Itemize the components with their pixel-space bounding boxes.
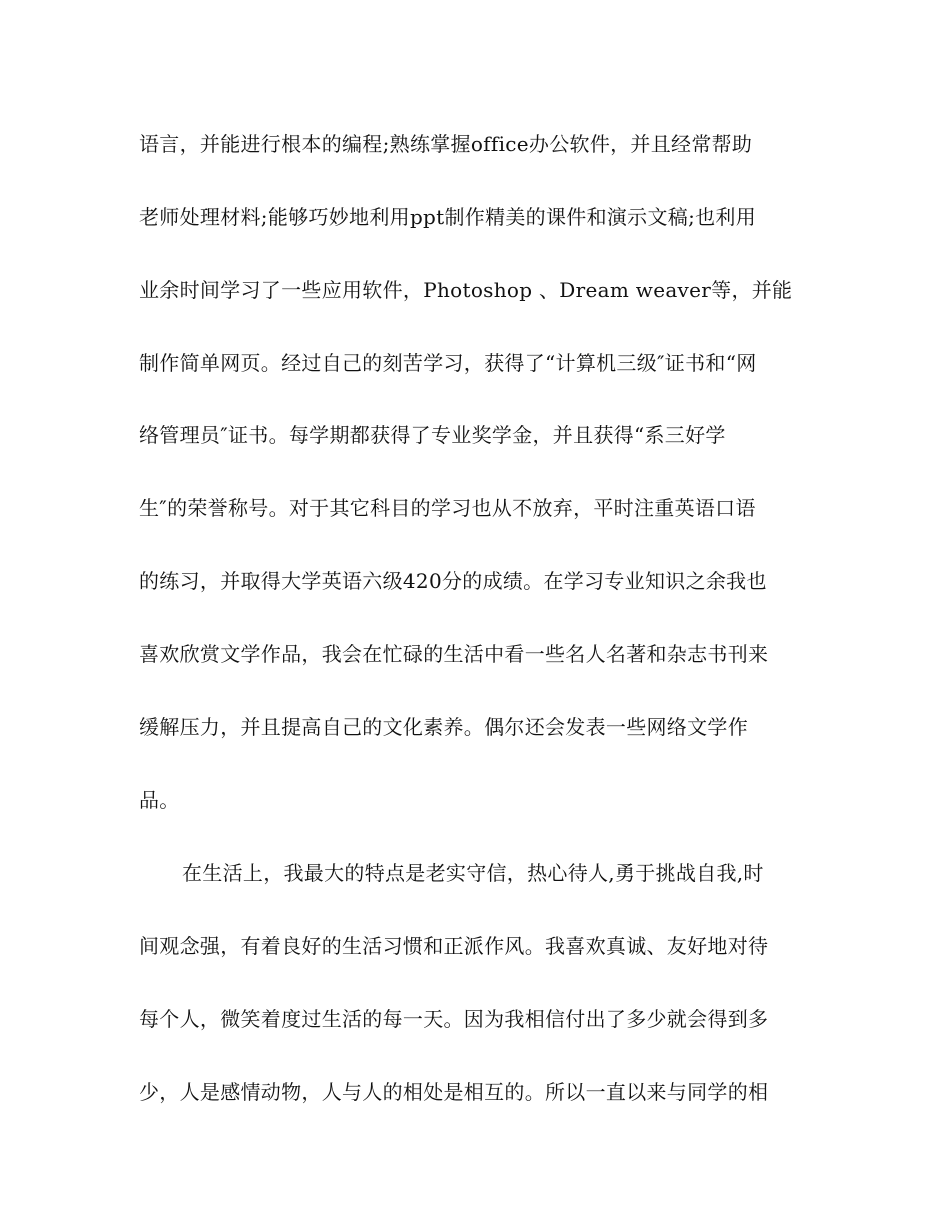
text-line: 品。 [139,788,180,812]
text-line: 语言，并能进行根本的编程;熟练掌握office办公软件，并且经常帮助 [139,132,753,156]
text-line: 少，人是感情动物，人与人的相处是相互的。所以一直以来与同学的相 [139,1080,769,1104]
text-line: 老师处理材料;能够巧妙地利用ppt制作精美的课件和演示文稿;也利用 [139,205,757,229]
text-line: 在生活上，我最大的特点是老实守信，热心待人,勇于挑战自我,时 [182,861,764,885]
text-line: 业余时间学习了一些应用软件，Photoshop 、Dream weaver等，并能 [139,278,793,302]
text-line: 生″的荣誉称号。对于其它科目的学习也从不放弃，平时注重英语口语 [139,496,756,520]
text-line: 的练习，并取得大学英语六级420分的成绩。在学习专业知识之余我也 [139,569,767,593]
text-line: 络管理员″证书。每学期都获得了专业奖学金，并且获得“系三好学 [139,423,726,447]
text-line: 喜欢欣赏文学作品，我会在忙碌的生活中看一些名人名著和杂志书刊来 [139,642,769,666]
text-line: 缓解压力，并且提高自己的文化素养。偶尔还会发表一些网络文学作 [139,715,748,739]
text-line: 制作简单网页。经过自己的刻苦学习，获得了“计算机三级″证书和“网 [139,351,757,375]
text-line: 每个人，微笑着度过生活的每一天。因为我相信付出了多少就会得到多 [139,1007,769,1031]
text-line: 间观念强，有着良好的生活习惯和正派作风。我喜欢真诚、友好地对待 [139,934,769,958]
